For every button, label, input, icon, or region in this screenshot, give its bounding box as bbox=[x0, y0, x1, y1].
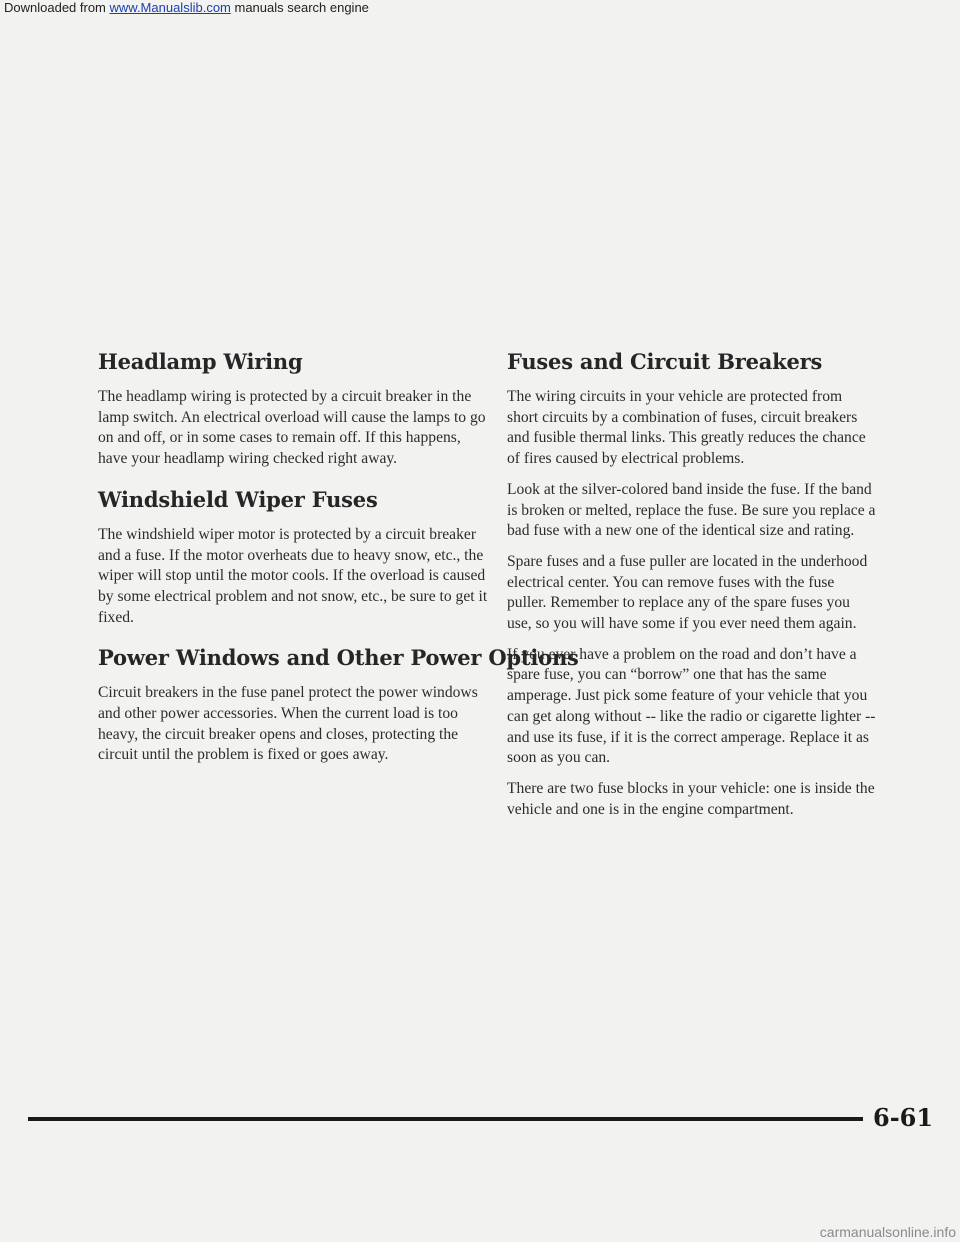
paragraph-fuses-2: Look at the silver-colored band inside the fuse. If the band is broken or melted, replace the fuse. Be sure you replace a bad fuse with a new one of the identical size and rating. bbox=[507, 480, 876, 540]
section-heading-power-windows: Power Windows and Other Power Options bbox=[98, 645, 579, 671]
section-heading-fuses-and-circuit-breakers: Fuses and Circuit Breakers bbox=[507, 349, 823, 374]
manualslib-link[interactable]: www.Manualslib.com bbox=[109, 0, 231, 15]
right-column bbox=[507, 348, 877, 830]
banner-prefix: Downloaded from bbox=[4, 0, 110, 15]
section-heading-windshield-wiper-fuses: Windshield Wiper Fuses bbox=[98, 486, 378, 512]
paragraph-headlamp-wiring: The headlamp wiring is protected by a circuit breaker in the lamp switch. An electrical overload will cause the lamps to go on and off, or in some cases to remain off. If this happens, have your headlamp wiring checked right away. bbox=[98, 388, 486, 468]
paragraph-fuses-1: The wiring circuits in your vehicle are protected from short circuits by a combination of fuses, circuit breakers and fusible thermal links. This greatly reduces the chance of fires caused by electrical problems. bbox=[507, 388, 866, 468]
download-banner bbox=[4, 0, 369, 15]
paragraph-power-windows: Circuit breakers in the fuse panel protect the power windows and other power accessories. When the current load is too heavy, the circuit breaker opens and closes, protecting the circuit until the problem is fixed or goes away. bbox=[98, 684, 478, 764]
banner-suffix: manuals search engine bbox=[230, 0, 369, 15]
watermark: carmanualsonline.info bbox=[819, 1224, 956, 1240]
footer-rule bbox=[28, 1117, 863, 1121]
paragraph-fuses-5: There are two fuse blocks in your vehicle: one is inside the vehicle and one is in the engine compartment. bbox=[507, 779, 875, 818]
paragraph-fuses-4: If you ever have a problem on the road and don’t have a spare fuse, you can “borrow” one that has the same amperage. Just pick some feature of your vehicle that you can get along without -- like the radio or cigarette lighter -- and use its fuse, if it is the correct amperage. Replace it as soon as you can. bbox=[507, 645, 876, 767]
paragraph-windshield-wiper-fuses: The windshield wiper motor is protected by a circuit breaker and a fuse. If the motor overheats due to heavy snow, etc., the wiper will stop until the motor cools. If the overload is caused by some electrical problem and not snow, etc., be sure to get it fixed. bbox=[98, 525, 488, 626]
section-heading-headlamp-wiring: Headlamp Wiring bbox=[98, 349, 303, 374]
paragraph-fuses-3: Spare fuses and a fuse puller are located in the underhood electrical center. You can remove fuses with the fuse puller. Remember to replace any of the spare fuses you use, so you will have some if you ever need them again. bbox=[507, 552, 868, 633]
page-number: 6-61 bbox=[873, 1103, 934, 1132]
left-column bbox=[98, 348, 579, 776]
